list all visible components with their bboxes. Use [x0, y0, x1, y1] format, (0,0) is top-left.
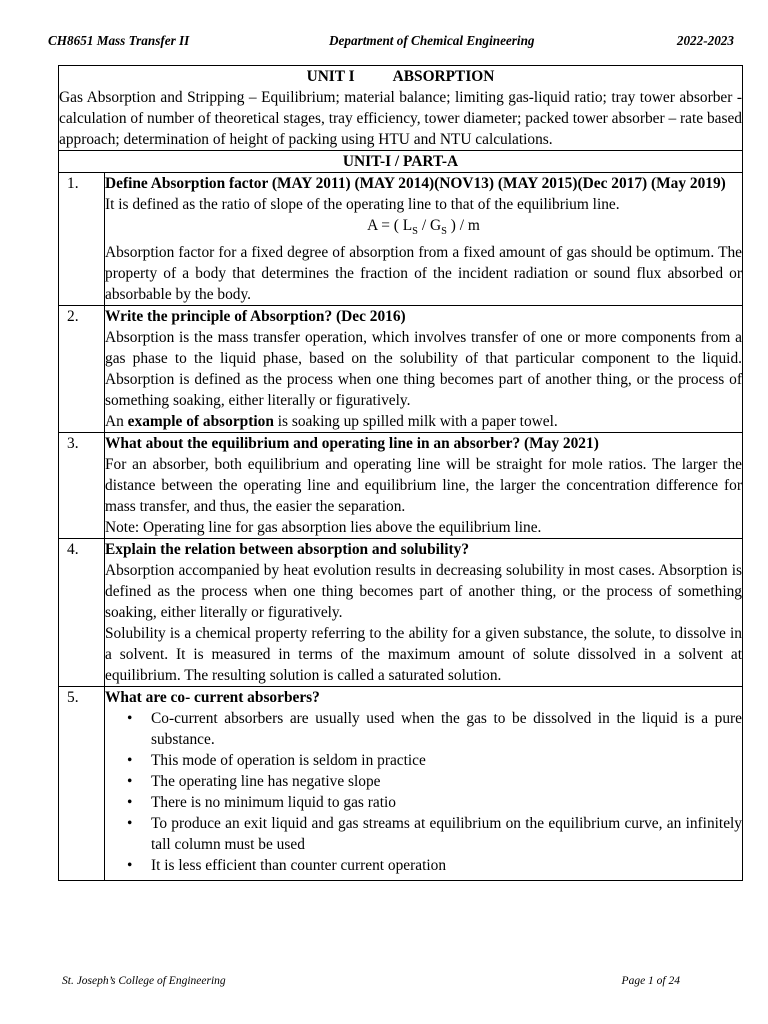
- question-body: [105, 173, 743, 306]
- question-table: [58, 65, 743, 881]
- college-name: St. Joseph’s College of Engineering: [62, 975, 226, 987]
- answer-text: For an absorber, both equilibrium and operating line will be straight for mole ratios. The larger the distance between the operating line and equilibrium line, the larger the concentration difference for mass transfer, and thus, the easier the separation.: [105, 456, 742, 516]
- question-body: [105, 687, 743, 881]
- answer-note: Note: Operating line for gas absorption lies above the equilibrium line.: [105, 519, 542, 537]
- formula-subscript: S: [441, 226, 447, 238]
- example-suffix: is soaking up spilled milk with a paper towel.: [273, 413, 558, 431]
- question-text: Define Absorption factor (MAY 2011) (MAY 2014)(NOV13) (MAY 2015)(Dec 2017) (May 2019): [105, 175, 726, 192]
- question-body: [105, 306, 743, 433]
- course-title: CH8651 Mass Transfer II: [48, 33, 190, 48]
- bullet-item: • This mode of operation is seldom in practice: [105, 750, 742, 771]
- unit-syllabus: Gas Absorption and Stripping – Equilibrium; material balance; limiting gas-liquid ratio; tray tower absorber - calculation of number of theoretical stages, tray efficiency, tower diameter; packed tower absorber – rate based approach; determination of height of packing using HTU and NTU calculations.: [59, 89, 742, 148]
- academic-year: 2022-2023: [676, 33, 734, 48]
- answer-text: Absorption factor for a fixed degree of absorption from a fixed amount of gas should be optimum. The property of a body that determines the fraction of the incident radiation or sound flux absorbed or absorbable by the body.: [105, 244, 742, 304]
- question-number: 3.: [59, 433, 105, 539]
- question-text: What are co- current absorbers?: [105, 689, 320, 707]
- question-row: [59, 539, 743, 687]
- unit-label: UNIT I: [306, 68, 355, 85]
- bullet-item: • To produce an exit liquid and gas streams at equilibrium on the equilibrium curve, an infinitely tall column must be used: [105, 813, 742, 855]
- formula-part: ) / m: [446, 217, 480, 234]
- question-text: Write the principle of Absorption? (Dec 2016): [105, 308, 406, 326]
- page-footer: [62, 975, 680, 991]
- question-text: Explain the relation between absorption and solubility?: [105, 541, 470, 559]
- formula-part: A = ( L: [367, 217, 413, 234]
- page-number: Page 1 of 24: [621, 975, 680, 987]
- question-number: 2.: [59, 306, 105, 433]
- answer-text: Solubility is a chemical property referring to the ability for a given substance, the solute, to dissolve in a solvent. It is measured in terms of the maximum amount of solute dissolved in a solvent at equilibrium. The resulting solution is called a saturated solution.: [105, 625, 742, 685]
- unit-heading: [59, 66, 742, 87]
- answer-text: Absorption accompanied by heat evolution results in decreasing solubility in most cases. Absorption is defined as the process when one thing becomes part of another thing, or the process of something soaking, either literally or figuratively.: [105, 562, 742, 622]
- bullet-item: • The operating line has negative slope: [105, 771, 742, 792]
- question-body: [105, 539, 743, 687]
- part-heading-row: [59, 151, 743, 173]
- formula-subscript: S: [412, 226, 418, 238]
- question-number: 1.: [59, 173, 105, 306]
- formula-part: / G: [418, 217, 442, 234]
- example-prefix: An: [105, 413, 128, 431]
- answer-text: It is defined as the ratio of slope of the operating line to that of the equilibrium line.: [105, 196, 620, 213]
- answer-text: Absorption is the mass transfer operation, which involves transfer of one or more components from a gas phase to the liquid phase, based on the solubility of that particular component to the liquid. Absorption is defined as the process when one thing becomes part of another thing, or the process of something soaking, either literally or figuratively.: [105, 329, 742, 410]
- department-name: Department of Chemical Engineering: [329, 33, 535, 48]
- question-text: What about the equilibrium and operating line in an absorber? (May 2021): [105, 435, 599, 453]
- part-heading: UNIT-I / PART-A: [59, 151, 743, 173]
- absorption-factor-formula: [105, 215, 742, 242]
- question-row: [59, 306, 743, 433]
- bullet-item: • There is no minimum liquid to gas ratio: [105, 792, 742, 813]
- question-number: 4.: [59, 539, 105, 687]
- example-bold: example of absorption: [127, 413, 274, 431]
- question-row: [59, 687, 743, 881]
- example-line: [105, 411, 742, 432]
- question-body: [105, 433, 743, 539]
- question-row: [59, 173, 743, 306]
- bullet-item: • It is less efficient than counter current operation: [105, 855, 742, 876]
- bullet-list: [105, 708, 742, 876]
- page-header: [48, 33, 734, 51]
- question-number: 5.: [59, 687, 105, 881]
- unit-title: ABSORPTION: [392, 68, 495, 85]
- unit-cell: [59, 66, 743, 151]
- bullet-item: • Co-current absorbers are usually used when the gas to be dissolved in the liquid is a pure substance.: [105, 708, 742, 750]
- unit-row: [59, 66, 743, 151]
- question-row: [59, 433, 743, 539]
